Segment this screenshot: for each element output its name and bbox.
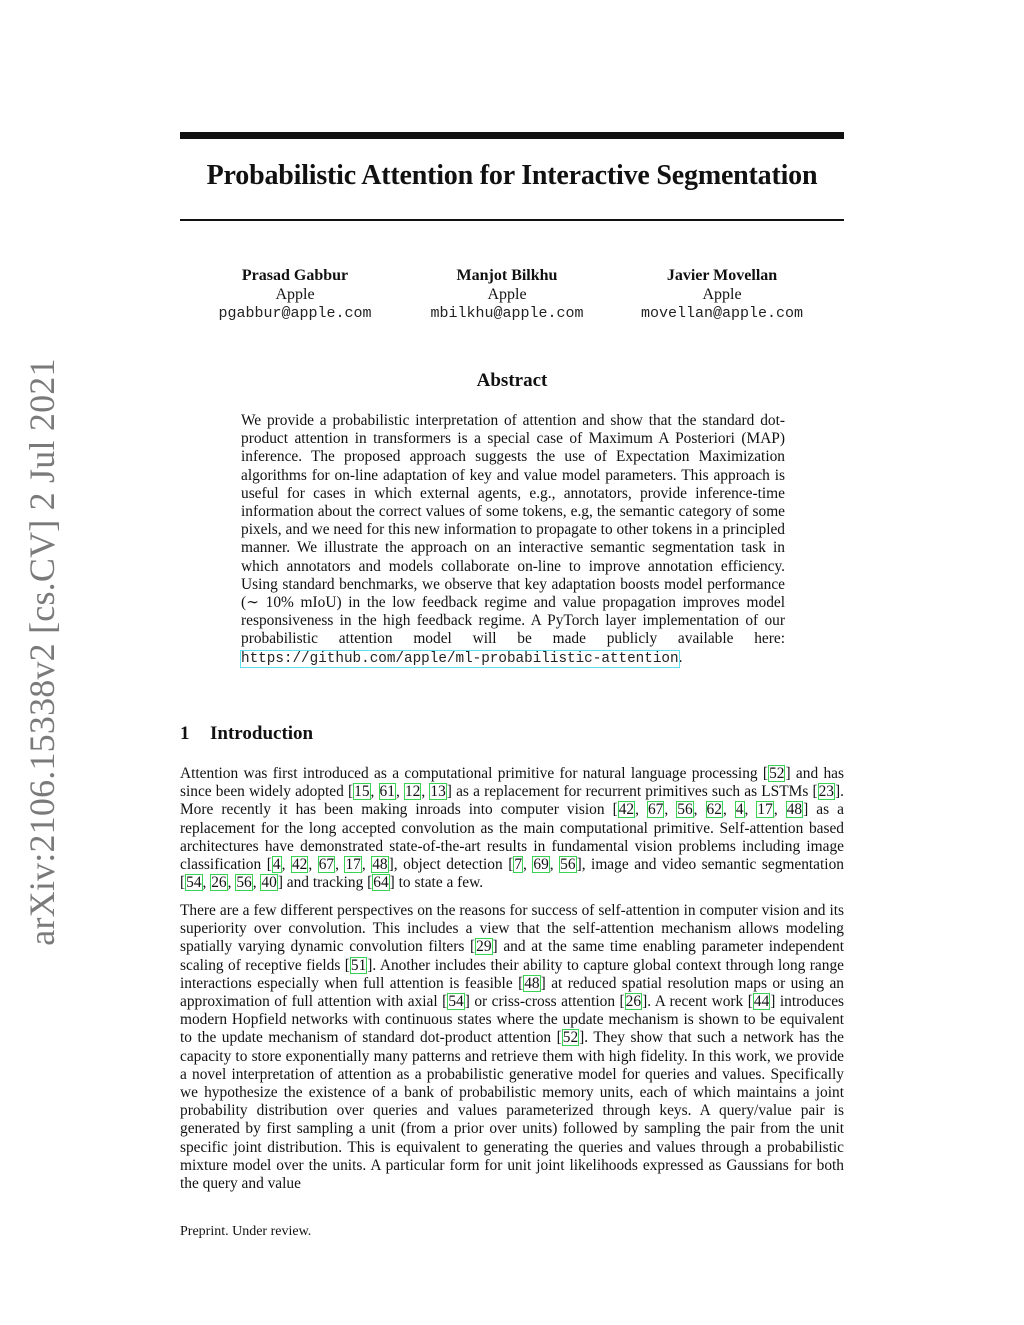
- paragraph-text: ,: [308, 856, 318, 874]
- author-affiliation: Apple: [275, 286, 315, 303]
- paragraph-text: ] at reduced spatial resolution maps or using an approximation of full attention with axial [: [180, 974, 845, 1011]
- paragraph-text: ] and at the same time enabling parameter independent scaling of receptive fields [: [180, 938, 844, 974]
- citation-link[interactable]: 7: [514, 856, 523, 874]
- footer-note: Preprint. Under review.: [180, 1224, 312, 1239]
- paragraph-text: ,: [361, 856, 372, 874]
- paragraph-text: ] or criss-cross attention [: [464, 993, 625, 1011]
- citation-link[interactable]: 42: [618, 801, 635, 819]
- citation-link[interactable]: 15: [354, 783, 370, 801]
- paragraph-text: ,: [370, 783, 379, 801]
- paragraph-text: ,: [281, 856, 291, 874]
- citation-link[interactable]: 56: [560, 856, 576, 874]
- citation-link[interactable]: 26: [211, 874, 227, 892]
- paragraph-text: ], image and video semantic segmentation [: [180, 856, 844, 892]
- author-name: Javier Movellan: [666, 267, 778, 284]
- paragraph-text: ,: [549, 856, 560, 874]
- citation-link[interactable]: 56: [677, 801, 693, 819]
- citation-link[interactable]: 40: [261, 874, 277, 892]
- citation-link[interactable]: 4: [735, 801, 744, 819]
- citation-link[interactable]: 48: [372, 856, 388, 874]
- abstract-text: We provide a probabilistic interpretation of attention and show that the standard dot-product attention in transformers is a special case of Maximum A Posteriori (MAP) inference. The proposed approach suggests the use of Expectation Maximization algorithms for on-line adaptation of key and value model parameters. This approach is useful for cases in which external agents, e.g., annotators, provide inference-time information about the correct values of some tokens, e.g, the semantic category of some pixels, and we need for this new information to propagate to other tokens in a principled manner. We illustrate the approach on an interactive semantic segmentation task in which annotators and models collaborate on-line to improve annotation efficiency. Using standard benchmarks, we observe that key adaptation boosts model performance (∼ 10% mIoU) in the low feedback regime and value propagation improves model responsiveness in the high feedback regime. A PyTorch layer implementation of our probabilistic attention model will be made publicly available here:: [241, 412, 785, 648]
- citation-link[interactable]: 17: [757, 801, 773, 819]
- paper-title: Probabilistic Attention for Interactive Segmentation: [206, 160, 818, 191]
- citation-link[interactable]: 17: [345, 856, 361, 874]
- citation-link[interactable]: 4: [272, 856, 281, 874]
- author-2: [397, 266, 617, 323]
- citation-link[interactable]: 54: [186, 874, 202, 892]
- citation-link[interactable]: 56: [236, 874, 252, 892]
- citation-link[interactable]: 51: [350, 956, 367, 974]
- intro-paragraph-1: [180, 765, 844, 892]
- author-email[interactable]: mbilkhu@apple.com: [430, 305, 584, 322]
- paragraph-text: ] introduces modern Hopfield networks with continuous states where the update mechanism is shown to be equivalent to the update mechanism of standard dot-product attention [: [180, 993, 845, 1047]
- author-name: Manjot Bilkhu: [456, 267, 558, 284]
- author-email[interactable]: pgabbur@apple.com: [218, 305, 372, 322]
- intro-paragraph-2: [180, 902, 844, 1193]
- paragraph-text: ] as a replacement for the long accepted convolution as the main computational primitive. Self-attention based architectures have demonstrated state-of-the-art results in fundamental vision problems including image classification [: [180, 801, 844, 874]
- author-3: [612, 266, 832, 323]
- code-repository-link[interactable]: https://github.com/apple/ml-probabilistic-attention: [241, 650, 679, 667]
- author-1: [185, 266, 405, 323]
- paragraph-text: ] to state a few.: [389, 874, 484, 892]
- paragraph-text: ,: [252, 874, 261, 892]
- section-title: Introduction: [210, 723, 314, 744]
- author-affiliation: Apple: [487, 286, 527, 303]
- citation-link[interactable]: 48: [786, 801, 803, 819]
- paragraph-text: ,: [635, 801, 647, 819]
- author-affiliation: Apple: [702, 286, 742, 303]
- section-heading-introduction: [180, 723, 313, 745]
- section-number: 1: [180, 723, 190, 744]
- author-name: Prasad Gabbur: [241, 267, 349, 284]
- citation-link[interactable]: 13: [430, 783, 446, 801]
- paragraph-text: ,: [335, 856, 345, 874]
- paragraph-text: ,: [744, 801, 757, 819]
- author-email[interactable]: movellan@apple.com: [640, 305, 804, 322]
- citation-link[interactable]: 67: [647, 801, 664, 819]
- paragraph-text: ,: [773, 801, 786, 819]
- paragraph-text: There are a few different perspectives on the reasons for success of self-attention in computer vision and its superiority over convolution. This includes a view that the self-attention mechanism allows modeling spatially varying dynamic convolution filters [: [180, 902, 844, 956]
- arxiv-identifier-stamp: arXiv:2106.15338v2 [cs.CV] 2 Jul 2021: [22, 358, 62, 946]
- paragraph-text: ]. A recent work [: [642, 993, 753, 1011]
- abstract-heading: Abstract: [476, 370, 548, 391]
- paragraph-text: ] as a replacement for recurrent primitives such as LSTMs [: [446, 783, 818, 801]
- citation-link[interactable]: 69: [533, 856, 549, 874]
- citation-link[interactable]: 44: [753, 993, 770, 1011]
- paragraph-text: ,: [664, 801, 677, 819]
- paragraph-text: ,: [722, 801, 735, 819]
- citation-link[interactable]: 42: [291, 856, 308, 874]
- paragraph-text: ] and tracking [: [277, 874, 373, 892]
- paragraph-text: Attention was first introduced as a computational primitive for natural language processing [: [180, 765, 769, 782]
- citation-link[interactable]: 12: [404, 783, 421, 801]
- paragraph-text: ,: [693, 801, 706, 819]
- paragraph-text: ,: [523, 856, 533, 874]
- title-top-rule: [180, 132, 844, 139]
- paragraph-text: ] and has since been widely adopted [: [180, 765, 844, 801]
- paragraph-text: ,: [202, 874, 211, 892]
- citation-link[interactable]: 64: [373, 874, 389, 892]
- citation-link[interactable]: 61: [379, 783, 395, 801]
- title-bottom-rule: [180, 219, 844, 221]
- paragraph-text: ], object detection [: [388, 856, 514, 874]
- abstract-body: [241, 412, 785, 668]
- paragraph-text: ,: [395, 783, 404, 801]
- paragraph-text: ]. More recently it has been making inroads into computer vision [: [180, 783, 844, 819]
- citation-link[interactable]: 26: [625, 993, 642, 1011]
- paragraph-text: ]. They show that such a network has the capacity to store exponentially many patterns and retrieve them with high fidelity. In this work, we provide a novel interpretation of attention as a probabilistic generative model for queries and values. Specifically we hypothesize the existence of a bank of probabilistic memory units, each of which maintains a joint probability distribution over queries and values parameterized through keys. A query/value pair is generated by first sampling a unit (from a prior over units) followed by sampling the pair from the unit specific joint distribution. This is equivalent to generating the queries and values through a probabilistic mixture model over the units. A particular form for unit joint likelihoods expressed as Gaussians for both the query and value: [180, 1029, 844, 1193]
- paragraph-text: ]. Another includes their ability to capture global context through long range interactions especially when full attention is feasible [: [180, 956, 844, 992]
- citation-link[interactable]: 67: [318, 856, 335, 874]
- paragraph-text: ,: [421, 783, 430, 801]
- paragraph-text: ,: [227, 874, 236, 892]
- citation-link[interactable]: 54: [448, 993, 464, 1011]
- abstract-link-suffix: .: [678, 648, 683, 666]
- citation-link[interactable]: 23: [818, 783, 834, 801]
- citation-link[interactable]: 52: [769, 765, 785, 782]
- citation-link[interactable]: 62: [706, 801, 722, 819]
- citation-link[interactable]: 52: [562, 1029, 579, 1047]
- citation-link[interactable]: 29: [476, 938, 492, 956]
- citation-link[interactable]: 48: [524, 974, 540, 992]
